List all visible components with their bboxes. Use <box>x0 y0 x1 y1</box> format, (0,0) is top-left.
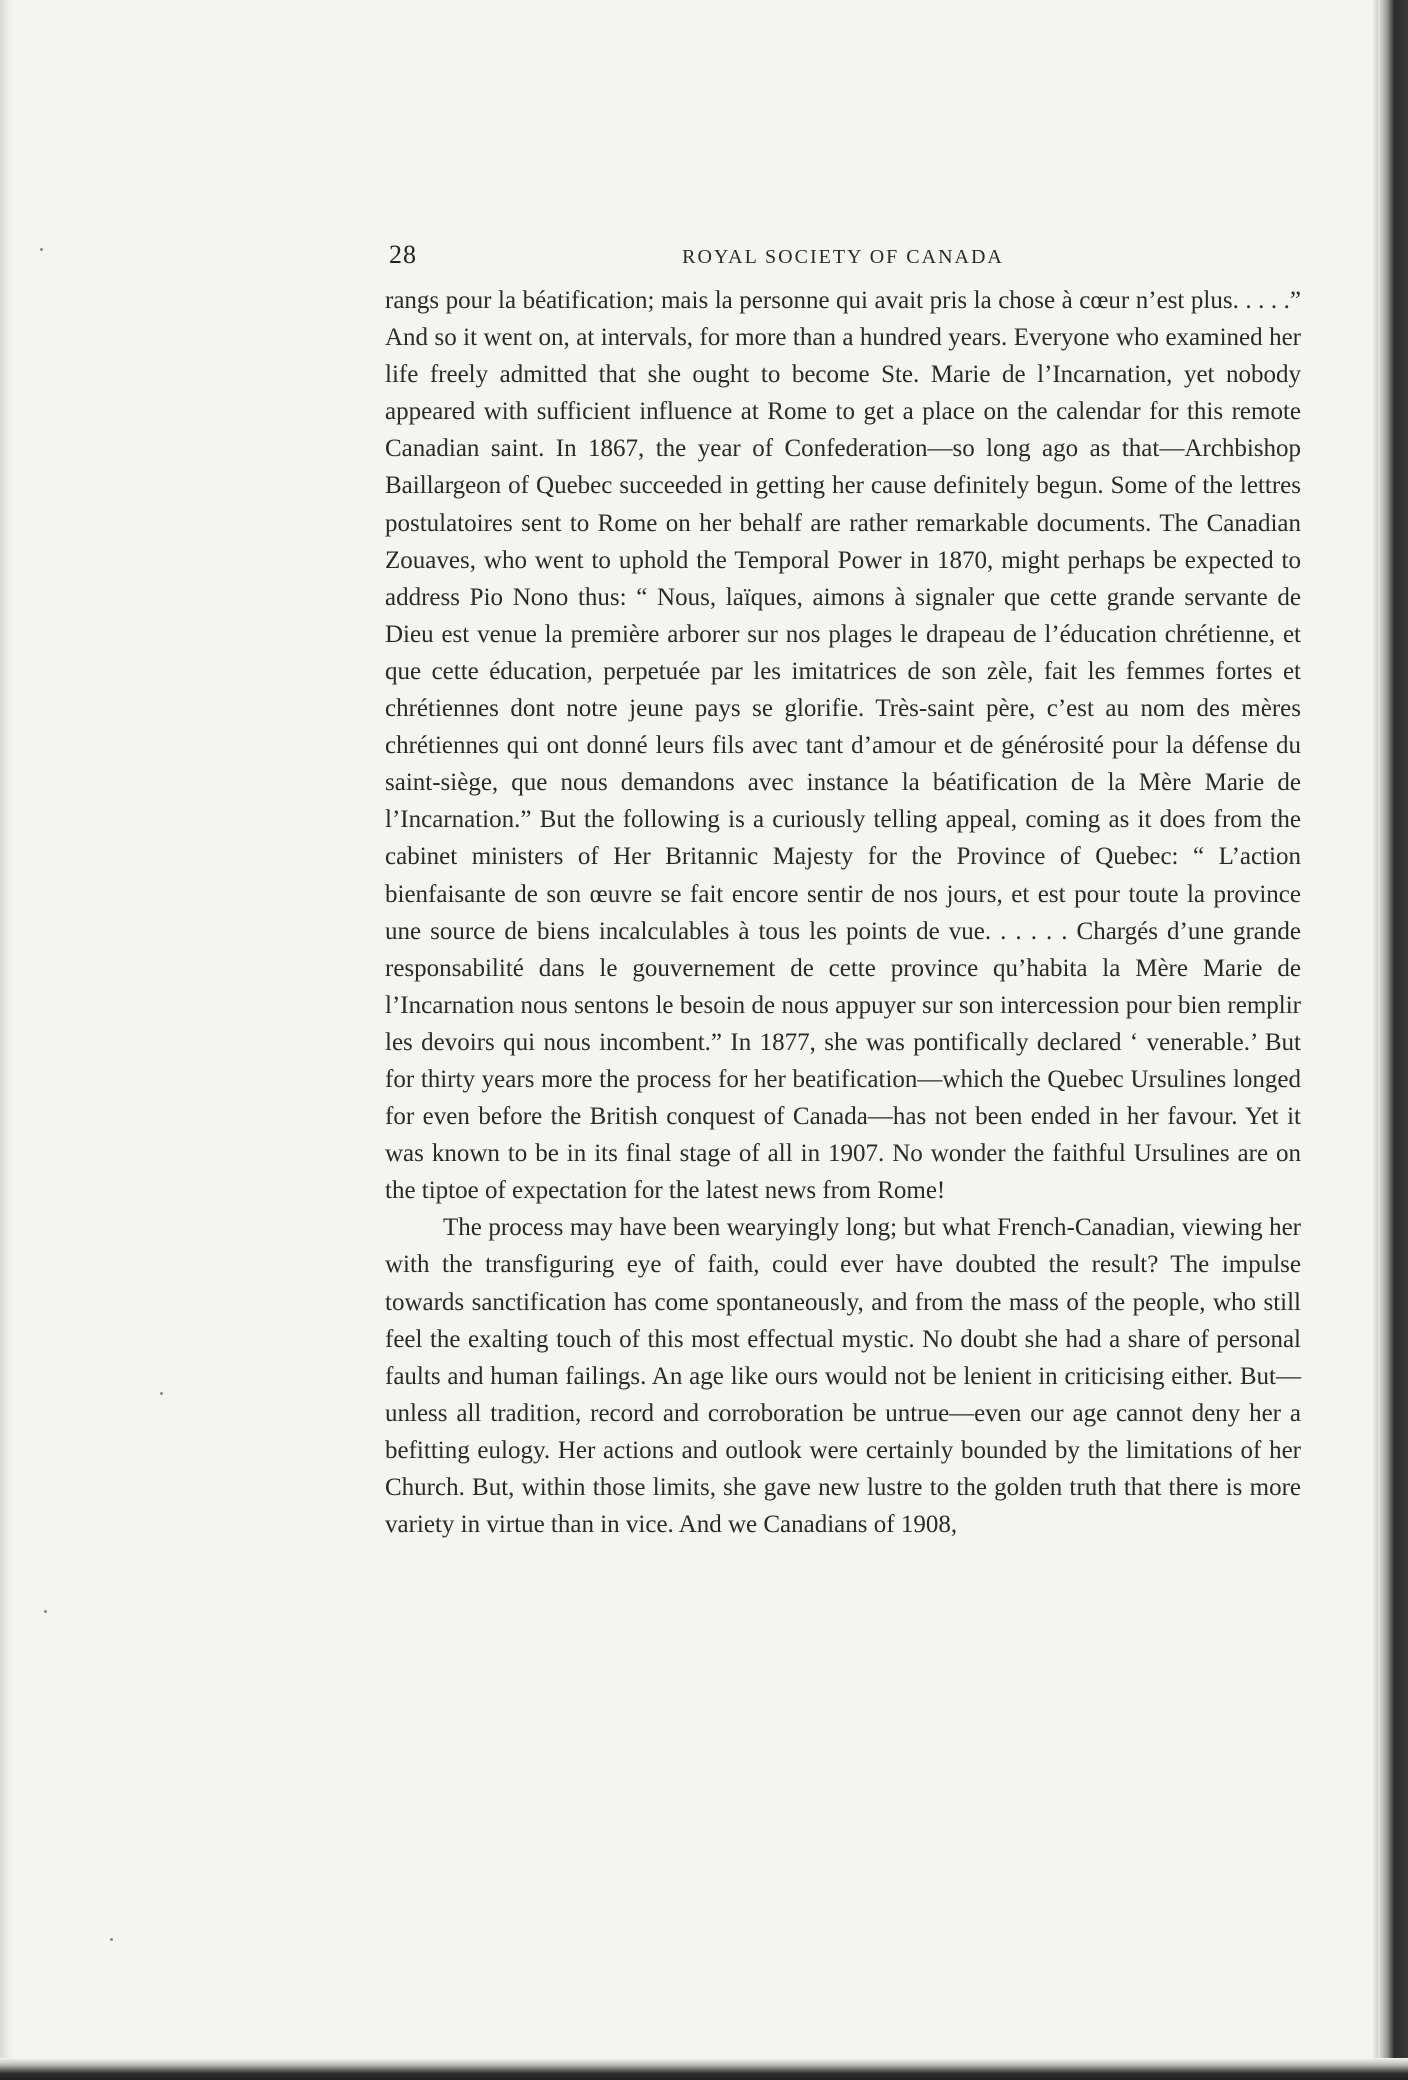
scan-speck <box>40 248 43 251</box>
running-head <box>385 236 1301 276</box>
page-number: 28 <box>389 240 417 269</box>
scan-bottom-edge <box>0 2058 1408 2080</box>
scan-speck <box>160 1392 163 1395</box>
body-paragraph-2: The process may have been wearyingly long; but what French-Canadian, viewing her with the transfiguring eye of faith, could ever have doubted the result? The impulse towards sanctification has come spontaneously, and from the mass of the people, who still feel the exalting touch of this most effectual mystic. No doubt she had a share of personal faults and human failings. An age like ours would not be lenient in criticising either. But—unless all tradition, record and corroboration be untrue—even our age cannot deny her a befitting eulogy. Her actions and outlook were certainly bounded by the limitations of her Church. But, within those limits, she gave new lustre to the golden truth that there is more variety in virtue than in vice. And we Canadians of 1908, <box>385 1214 1301 1539</box>
scan-speck <box>110 1938 113 1941</box>
scan-left-edge <box>0 0 14 2080</box>
body-paragraph-1: rangs pour la béatification; mais la personne qui avait pris la chose à cœur n’est plus. . . . .” And so it went on, at intervals, for more than a hundred years. Everyone who examined her life freely admitted that she ought to become Ste. Marie de l’Incarnation, yet nobody appeared with sufficient influence at Rome to get a place on the calendar for this remote Canadian saint. In 1867, the year of Confederation—so long ago as that—Archbishop Baillargeon of Quebec succeeded in getting her cause definitely begun. Some of the lettres postulatoires sent to Rome on her behalf are rather remarkable documents. The Canadian Zouaves, who went to uphold the Temporal Power in 1870, might perhaps be expected to address Pio Nono thus: “ Nous, laïques, aimons à signaler que cette grande servante de Dieu est venue la première arborer sur nos plages le drapeau de l’éducation chrétienne, et que cette éducation, perpetuée par les imitatrices de son zèle, fait les femmes fortes et chrétiennes dont notre jeune pays se glorifie. Très-saint père, c’est au nom des mères chrétiennes qui ont donné leurs fils avec tant d’amour et de générosité pour la défense du saint-siège, que nous demandons avec instance la béatification de la Mère Marie de l’Incarnation.” But the following is a curiously telling appeal, coming as it does from the cabinet ministers of Her Britannic Majesty for the Province of Quebec: “ L’action bienfaisante de son œuvre se fait encore sentir de nos jours, et est pour toute la province une source de biens incalculables à tous les points de vue. . . . . . Chargés d’une grande responsabilité dans le gouvernement de cette province qu’habita la Mère Marie de l’Incarnation nous sentons le besoin de nous appuyer sur son intercession pour bien remplir les devoirs qui nous incombent.” In 1877, she was pontifically declared ‘ venerable.’ But for thirty years more the process for her beatification—which the Quebec Ursulines longed for even before the British conquest of Canada—has not been ended in her favour. Yet it was known to be in its final stage of all in 1907. No wonder the faithful Ursulines are on the tiptoe of expectation for the latest news from Rome! <box>385 287 1301 1205</box>
scan-speck <box>44 1610 47 1613</box>
running-head-title: ROYAL SOCIETY OF CANADA <box>682 246 1004 268</box>
scan-right-shadow <box>1378 0 1408 2080</box>
book-page <box>385 236 1301 1543</box>
